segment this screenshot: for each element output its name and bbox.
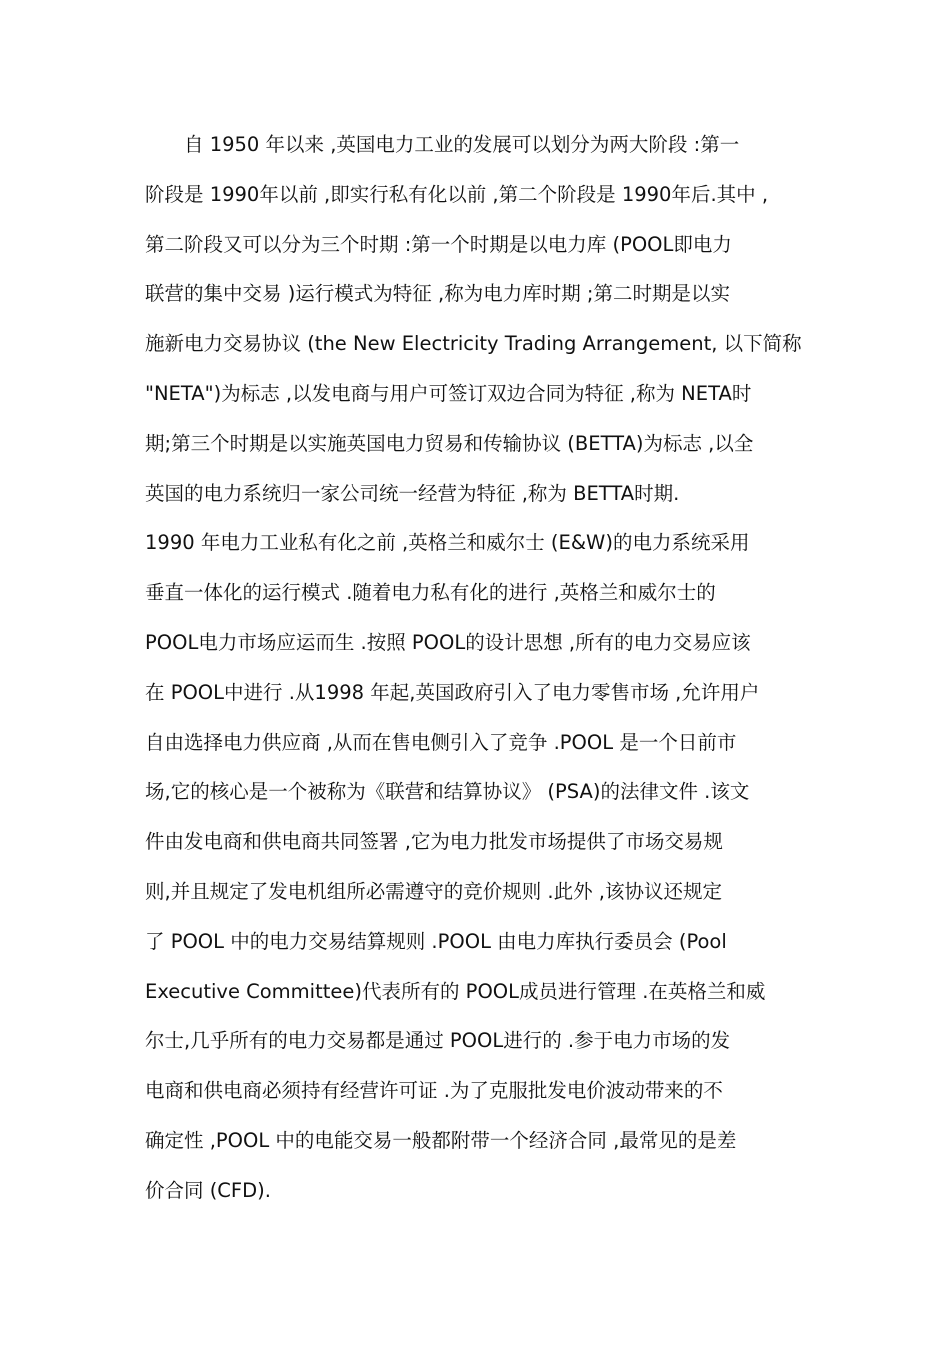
text-line: 垂直一体化的运行模式 .随着电力私有化的进行 ,英格兰和威尔士的 xyxy=(145,581,716,605)
text-line: 场,它的核心是一个被称为《联营和结算协议》 (PSA)的法律文件 .该文 xyxy=(145,780,750,804)
text-line: 联营的集中交易 )运行模式为特征 ,称为电力库时期 ;第二时期是以实 xyxy=(145,282,730,306)
text-line: 则,并且规定了发电机组所必需遵守的竞价规则 .此外 ,该协议还规定 xyxy=(145,879,722,903)
text-line: 价合同 (CFD). xyxy=(145,1178,271,1202)
text-line: 电商和供电商必须持有经营许可证 .为了克服批发电价波动带来的不 xyxy=(145,1079,723,1103)
text-line: 1990 年电力工业私有化之前 ,英格兰和威尔士 (E&W)的电力系统采用 xyxy=(145,531,750,555)
text-line: "NETA")为标志 ,以发电商与用户可签订双边合同为特征 ,称为 NETA时 xyxy=(145,381,752,405)
text-line: 在 POOL中进行 .从1998 年起,英国政府引入了电力零售市场 ,允许用户 xyxy=(145,680,760,704)
text-line: 件由发电商和供电商共同签署 ,它为电力批发市场提供了市场交易规 xyxy=(145,830,723,854)
text-line: 第二阶段又可以分为三个时期 :第一个时期是以电力库 (POOL即电力 xyxy=(145,232,732,256)
body-text xyxy=(145,120,810,1216)
text-line: 自由选择电力供应商 ,从而在售电侧引入了竞争 .POOL 是一个日前市 xyxy=(145,730,737,754)
text-line: 确定性 ,POOL 中的电能交易一般都附带一个经济合同 ,最常见的是差 xyxy=(145,1128,737,1152)
text-line: Executive Committee)代表所有的 POOL成员进行管理 .在英格兰和威 xyxy=(145,979,766,1003)
text-line: 英国的电力系统归一家公司统一经营为特征 ,称为 BETTA时期. xyxy=(145,481,680,505)
text-line: 了 POOL 中的电力交易结算规则 .POOL 由电力库执行委员会 (Pool xyxy=(145,929,727,953)
text-line: 期;第三个时期是以实施英国电力贸易和传输协议 (BETTA)为标志 ,以全 xyxy=(145,431,754,455)
text-line: 尔士,几乎所有的电力交易都是通过 POOL进行的 .参于电力市场的发 xyxy=(145,1029,731,1053)
text-line: 阶段是 1990年以前 ,即实行私有化以前 ,第二个阶段是 1990年后.其中 , xyxy=(145,182,769,206)
text-line: 施新电力交易协议 (the New Electricity Trading Arrangement, 以下简称 xyxy=(145,332,802,356)
text-line: POOL电力市场应运而生 .按照 POOL的设计思想 ,所有的电力交易应该 xyxy=(145,630,751,654)
text-line: 自 1950 年以来 ,英国电力工业的发展可以划分为两大阶段 :第一 xyxy=(145,133,740,156)
